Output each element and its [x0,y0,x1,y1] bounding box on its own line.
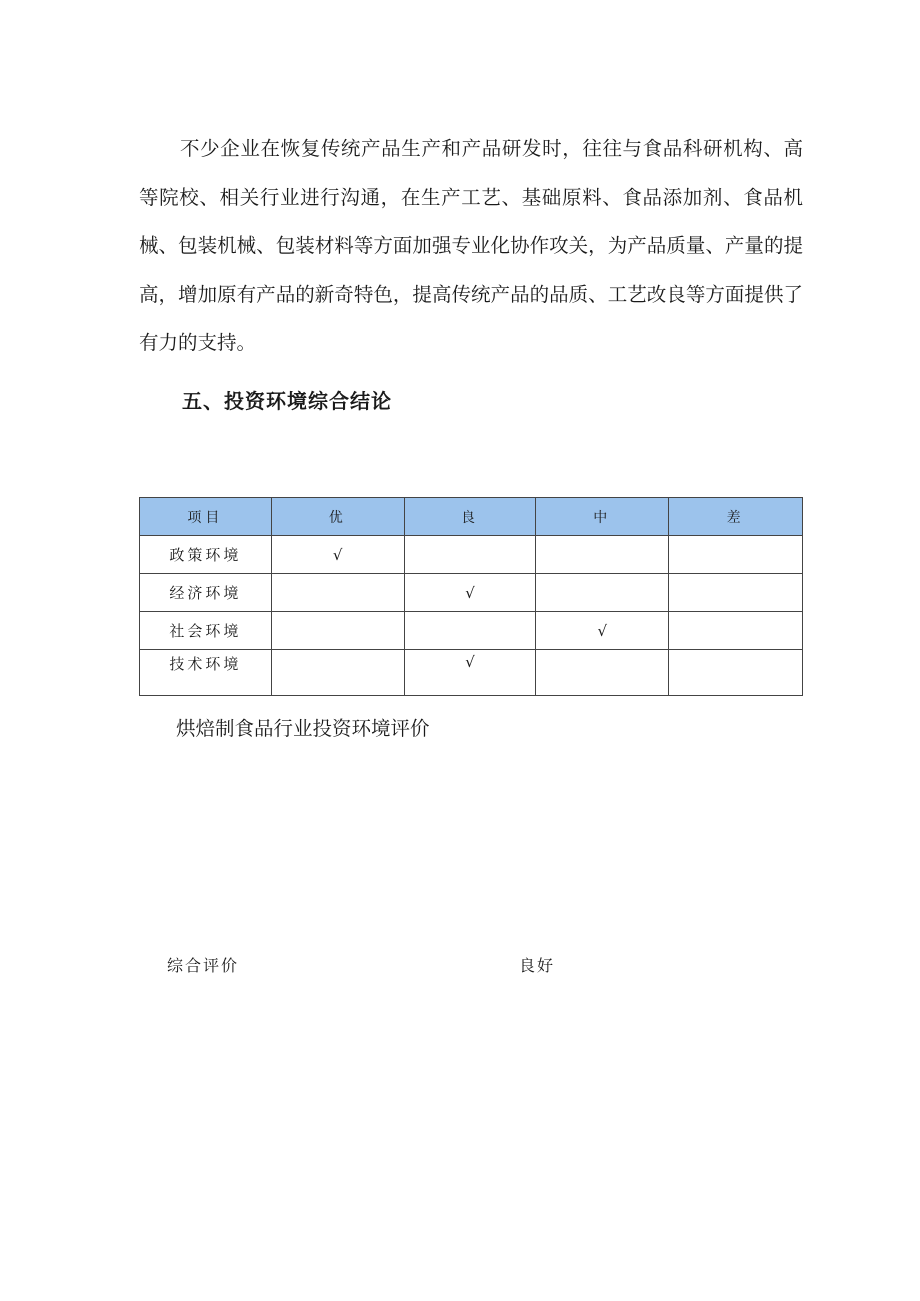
rating-cell [536,536,669,574]
rating-cell [271,574,404,612]
header-good: 良 [404,498,536,536]
rating-cell: √ [536,612,669,650]
summary-label: 综合评价 [167,956,240,975]
table-row [140,536,803,574]
row-label: 经济环境 [140,574,272,612]
rating-cell [669,536,803,574]
table-row [140,612,803,650]
table-row [140,650,803,696]
rating-cell [271,650,404,696]
rating-cell: √ [271,536,404,574]
header-poor: 差 [669,498,803,536]
rating-cell: √ [404,650,536,696]
summary-value: 良好 [519,956,556,975]
row-label: 社会环境 [140,612,272,650]
table-header-row [140,498,803,536]
rating-cell [536,650,669,696]
table-row [140,574,803,612]
intro-paragraph: 不少企业在恢复传统产品生产和产品研发时，往往与食品科研机构、高等院校、相关行业进行沟通，在生产工艺、基础原料、食品添加剂、食品机械、包装机械、包装材料等方面加强专业化协作攻关，为产品质量、产量的提高，增加原有产品的新奇特色，提高传统产品的品质、工艺改良等方面提供了有力的支持。 [139,137,803,354]
rating-cell [669,574,803,612]
rating-cell: √ [404,574,536,612]
header-item: 项目 [140,498,272,536]
row-label: 政策环境 [140,536,272,574]
rating-cell [536,574,669,612]
header-excellent: 优 [271,498,404,536]
rating-cell [404,612,536,650]
evaluation-table [139,497,803,696]
rating-cell [404,536,536,574]
row-label: 技术环境 [140,650,272,696]
header-medium: 中 [536,498,669,536]
rating-cell [669,650,803,696]
table-caption: 烘焙制食品行业投资环境评价 [176,717,430,740]
rating-cell [669,612,803,650]
rating-cell [271,612,404,650]
section-heading: 五、投资环境综合结论 [182,389,392,413]
